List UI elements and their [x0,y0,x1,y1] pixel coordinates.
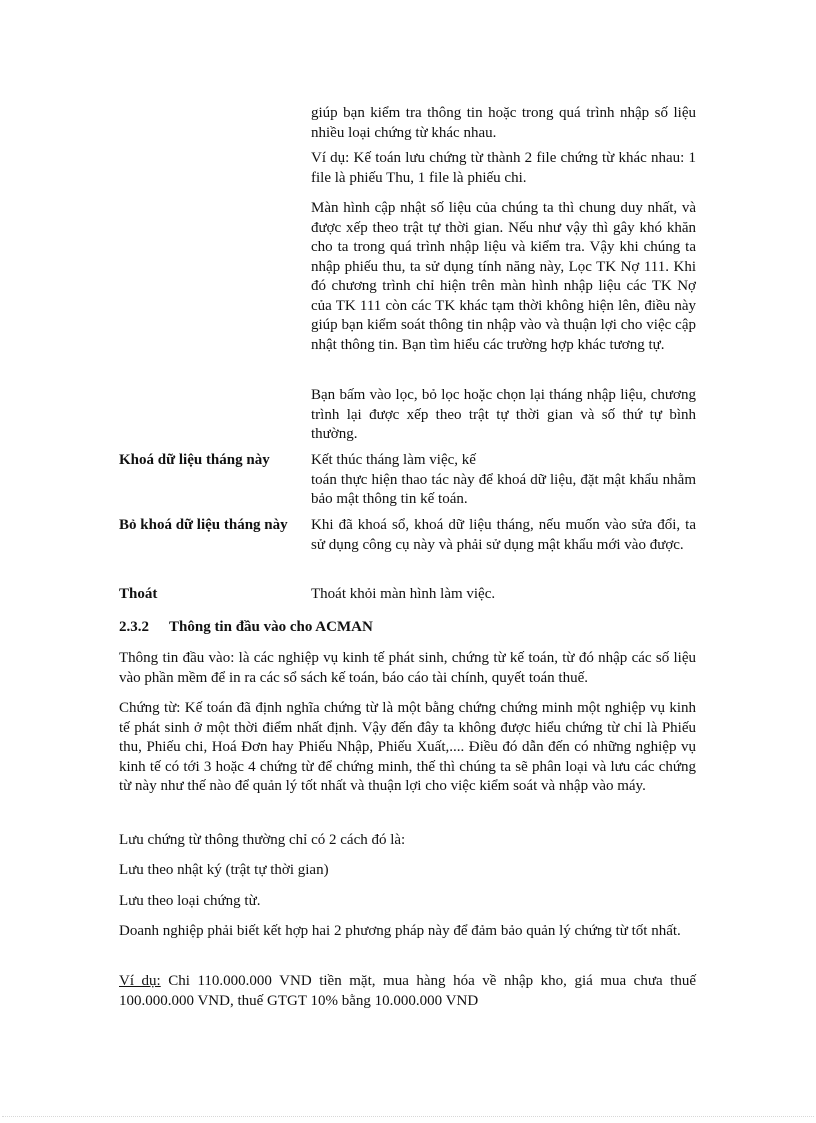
paragraph-example-files: Ví dụ: Kế toán lưu chứng từ thành 2 file chứng từ khác nhau: 1 file là phiếu Thu, 1 file là phiếu chi. [311,150,696,186]
desc-lock-data-line2: toán thực hiện thao tác này để khoá dữ liệu, đặt mật khẩu nhằm bảo mật thông tin kế toán. [311,471,696,507]
paragraph-input-info: Thông tin đầu vào: là các nghiệp vụ kinh tế phát sinh, chứng từ kế toán, từ đó nhập các số liệu vào phần mềm để in ra các sổ sách kế toán, báo cáo tài chính, quyết toán thuế. [119,650,696,686]
label-exit: Thoát [119,586,158,602]
section-number: 2.3.2 [119,619,149,635]
paragraph-example [119,972,696,1011]
desc-exit: Thoát khỏi màn hình làm việc. [311,586,496,602]
paragraph-filter-reset: Bạn bấm vào lọc, bỏ lọc hoặc chọn lại tháng nhập liệu, chương trình lại được xếp theo trật tự thời gian và số thứ tự bình thường. [311,387,696,442]
example-label: Ví dụ: [119,973,161,989]
page-edge [2,1116,814,1117]
desc-lock-data [311,451,696,510]
section-heading [119,617,373,637]
paragraph-update-screen: Màn hình cập nhật số liệu của chúng ta thì chung duy nhất, và được xếp theo trật tự thời gian. Nếu như vậy thì gây khó khăn cho ta trong quá trình nhập liệu và kiểm tra. Vậy khi chúng ta nhập phiếu thu, ta sử dụng tính năng này, Lọc TK Nợ 111. Khi đó chương trình chỉ hiện trên màn hình nhập liệu các TK Nợ của TK 111 còn các TK khác tạm thời không hiện lên, điều này giúp bạn kiểm soát thông tin nhập vào và thuận lợi cho việc cập nhật thông tin. Bạn tìm hiểu các trường hợp khác tương tự. [311,200,696,353]
paragraph-by-type: Lưu theo loại chứng từ. [119,893,261,909]
label-lock-data: Khoá dữ liệu tháng này [119,452,270,468]
paragraph-combine: Doanh nghiệp phải biết kết hợp hai 2 phương pháp này để đảm bảo quản lý chứng từ tốt nhất. [119,923,681,939]
paragraph-two-ways: Lưu chứng từ thông thường chỉ có 2 cách đó là: [119,832,406,848]
section-title: Thông tin đầu vào cho ACMAN [169,619,373,635]
paragraph-check-info: giúp bạn kiểm tra thông tin hoặc trong quá trình nhập số liệu nhiều loại chứng từ khác nhau. [311,105,696,141]
label-unlock-data: Bỏ khoá dữ liệu tháng này [119,517,288,533]
desc-unlock-data: Khi đã khoá sổ, khoá dữ liệu tháng, nếu muốn vào sửa đổi, ta sử dụng công cụ này và phải sử dụng mật khẩu mới vào được. [311,517,696,553]
paragraph-by-journal: Lưu theo nhật ký (trật tự thời gian) [119,862,329,878]
example-text: Chi 110.000.000 VND tiền mặt, mua hàng hóa về nhập kho, giá mua chưa thuế 100.000.000 VND, thuế GTGT 10% bằng 10.000.000 VND [119,973,696,1009]
desc-lock-data-line1: Kết thúc tháng làm việc, kế [311,452,476,468]
paragraph-documents: Chứng từ: Kế toán đã định nghĩa chứng từ là một bằng chứng chứng minh một nghiệp vụ kinh tế phát sinh ở một thời điểm nhất định. Vậy đến đây ta không được hiểu chứng từ chỉ là Phiếu thu, Phiếu chi, Hoá Đơn hay Phiếu Nhập, Phiếu Xuất,.... Điều đó dẫn đến có những nghiệp vụ kinh tế có tới 3 hoặc 4 chứng từ để chứng minh, thế thì chúng ta sẽ phân loại và lưu các chứng từ này như thế nào để quản lý tốt nhất và thuận lợi cho việc kiểm soát và nhập vào máy. [119,700,696,794]
